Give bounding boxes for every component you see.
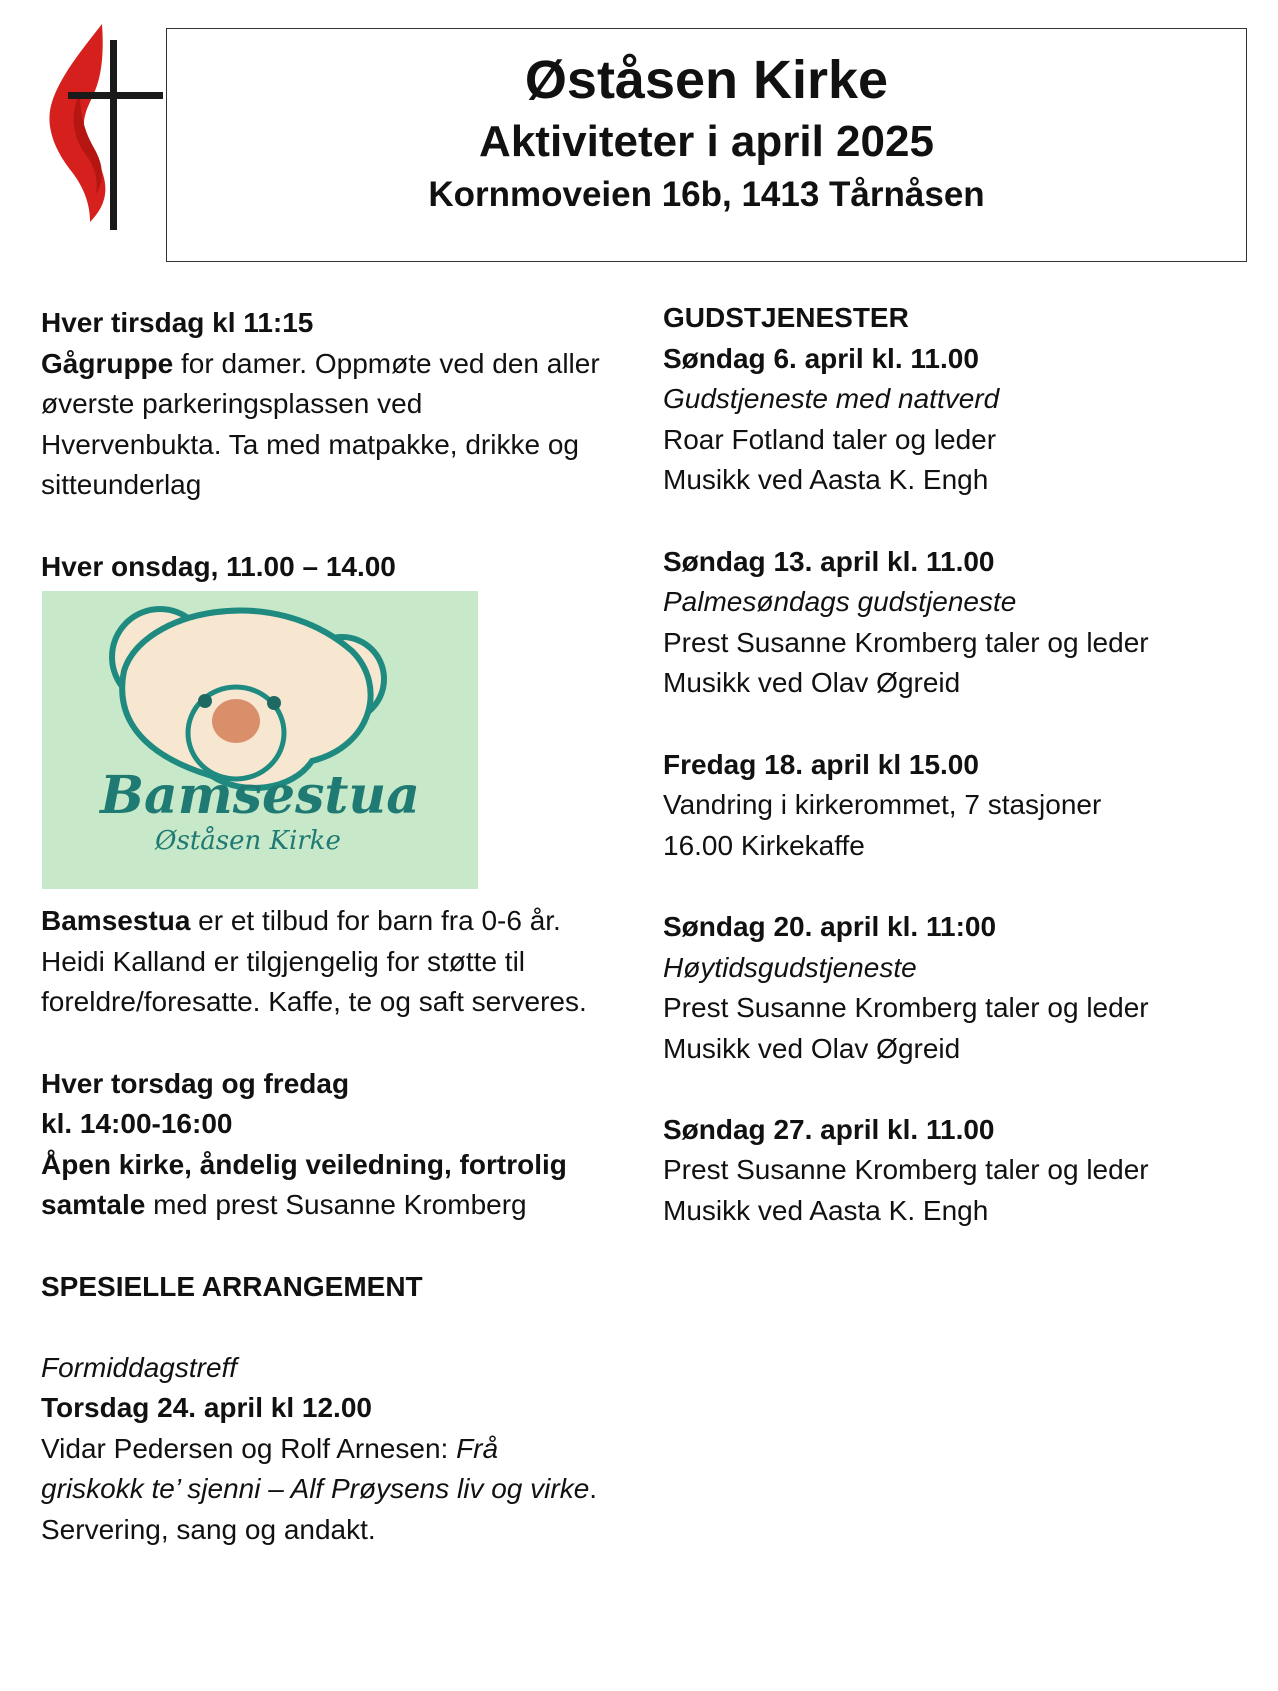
service-date: Søndag 27. april kl. 11.00 <box>663 1113 995 1145</box>
service-line: Prest Susanne Kromberg taler og leder <box>663 1154 1149 1186</box>
service-type: Gudstjeneste med nattverd <box>663 383 1000 415</box>
cross-and-flame-logo <box>40 22 165 237</box>
service-date: Fredag 18. april kl 15.00 <box>663 748 979 780</box>
header-box <box>166 28 1247 262</box>
teddy-bear-icon <box>42 591 478 889</box>
service-date: Søndag 20. april kl. 11:00 <box>663 910 997 942</box>
service-type: Palmesøndags gudstjeneste <box>663 586 1017 618</box>
service-line: Prest Susanne Kromberg taler og leder <box>663 992 1149 1024</box>
thursday-text: Åpen kirke, åndelig veiledning, fortrolig samtale med prest Susanne Kromberg <box>41 1148 567 1221</box>
page-title: Øståsen Kirke <box>524 50 889 110</box>
special-date: Torsdag 24. april kl 12.00 <box>41 1392 372 1424</box>
service-line: Musikk ved Olav Øgreid <box>663 667 961 699</box>
service-line: 16.00 Kirkekaffe <box>663 829 865 861</box>
special-type: Formiddagstreff <box>41 1351 238 1383</box>
services-heading: GUDSTJENESTER <box>663 302 909 333</box>
thursday-heading: Hver torsdag og fredag <box>41 1067 350 1099</box>
wednesday-text: Bamsestua er et tilbud for barn fra 0-6 år. Heidi Kalland er tilgjengelig for støtte til foreldre/foresatte. Kaffe, te og saft serveres. <box>41 905 587 1018</box>
service-block <box>663 907 1263 1069</box>
service-date: Søndag 13. april kl. 11.00 <box>663 545 995 577</box>
service-line: Prest Susanne Kromberg taler og leder <box>663 626 1149 658</box>
special-heading: SPESIELLE ARRANGEMENT <box>41 1270 423 1302</box>
service-type: Høytidsgudstjeneste <box>663 951 917 983</box>
service-line: Roar Fotland taler og leder <box>663 423 997 455</box>
thursday-time: kl. 14:00-16:00 <box>41 1108 233 1140</box>
service-block <box>663 745 1263 867</box>
service-line: Musikk ved Aasta K. Engh <box>663 1195 989 1227</box>
left-column <box>41 303 601 1551</box>
right-column <box>663 298 1263 1232</box>
service-line: Vandring i kirkerommet, 7 stasjoner <box>663 789 1102 821</box>
service-block <box>663 1110 1263 1232</box>
service-line: Musikk ved Aasta K. Engh <box>663 464 989 496</box>
wednesday-heading: Hver onsdag, 11.00 – 14.00 <box>41 550 396 582</box>
service-date: Søndag 6. april kl. 11.00 <box>663 342 979 374</box>
logo-subtitle: Øståsen Kirke <box>155 826 341 857</box>
page-subtitle: Aktiviteter i april 2025 <box>479 117 934 166</box>
bamsestua-logo <box>42 591 478 889</box>
logo-title: Bamsestua <box>100 765 420 827</box>
service-line: Musikk ved Olav Øgreid <box>663 1032 961 1064</box>
service-block <box>663 339 1263 501</box>
special-text: Vidar Pedersen og Rolf Arnesen: Frå griskokk te’ sjenni – Alf Prøysens liv og virke. Servering, sang og andakt. <box>41 1432 598 1546</box>
tuesday-heading: Hver tirsdag kl 11:15 <box>41 307 314 338</box>
tuesday-text: Gågruppe for damer. Oppmøte ved den aller øverste parkeringsplassen ved Hvervenbukta. Ta med matpakke, drikke og sitteunderlag <box>41 347 600 501</box>
service-block <box>663 542 1263 704</box>
address: Kornmoveien 16b, 1413 Tårnåsen <box>428 175 985 214</box>
